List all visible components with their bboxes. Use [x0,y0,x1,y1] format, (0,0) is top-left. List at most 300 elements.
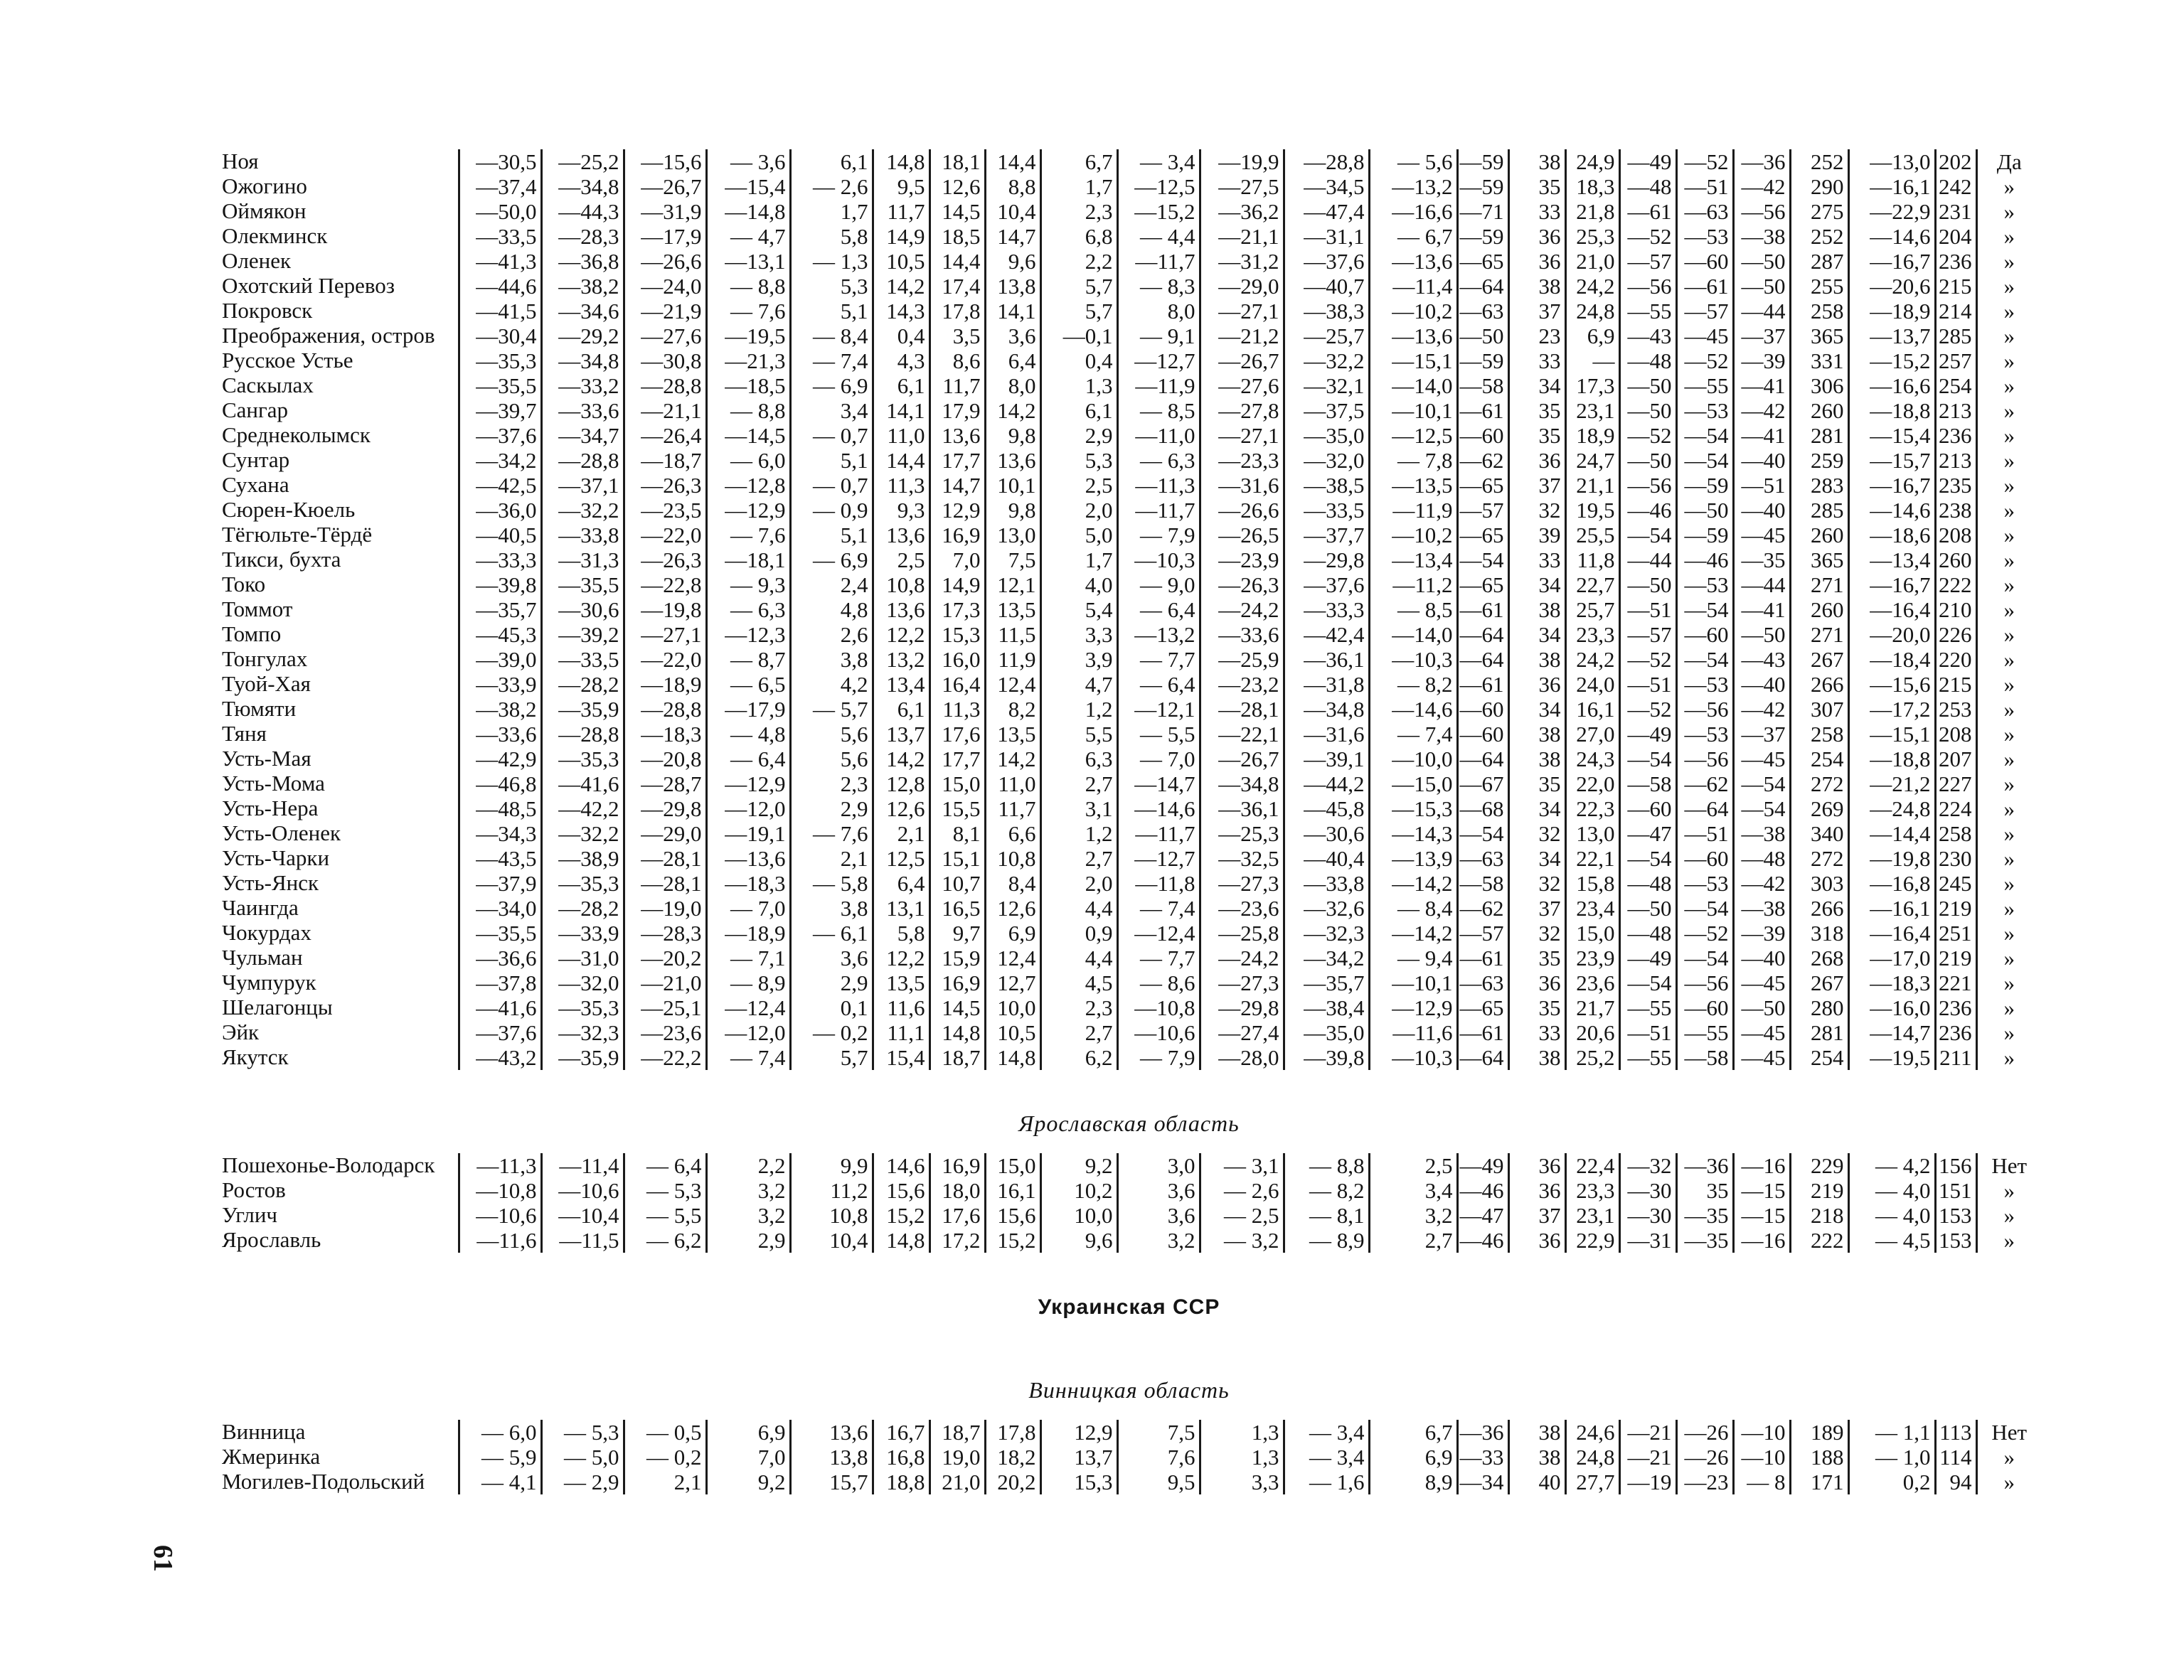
value-cell: —61 [1457,398,1508,423]
value-cell: —12,7 [1117,846,1200,871]
value-cell: —27,5 [1200,174,1284,199]
value-cell: —10,8 [459,1178,541,1203]
value-cell: —54 [1619,523,1676,547]
table-row [213,423,2045,448]
value-cell: —14,6 [1848,224,1935,249]
value-cell: —51 [1676,821,1733,846]
value-cell: —57 [1457,498,1508,523]
value-cell: 13,8 [790,1445,873,1470]
value-cell: —11,7 [1117,498,1200,523]
value-cell: 12,6 [985,896,1040,921]
value-cell: —28,0 [1200,1045,1284,1070]
value-cell: 13,6 [873,523,929,547]
station-name: Сангар [222,398,288,422]
value-cell: 9,2 [706,1470,790,1494]
value-cell: —56 [1619,274,1676,299]
value-cell: 14,5 [929,199,985,224]
value-cell: 36 [1508,970,1565,995]
value-cell: 17,2 [929,1228,985,1253]
table-row [213,523,2045,547]
section-heading-row [213,1098,2045,1153]
value-cell: —40,4 [1284,846,1369,871]
value-cell: 285 [1935,323,1976,348]
value-cell: —55 [1619,1045,1676,1070]
value-cell: —11,7 [1117,821,1200,846]
station-name: Эйк [222,1020,260,1044]
station-name: Томмот [222,597,293,621]
value-cell: —12,3 [706,622,790,647]
value-cell: 22,4 [1565,1153,1619,1178]
value-cell: —42,4 [1284,622,1369,647]
note-cell: » [1976,572,2045,597]
gap-cell [213,1070,2045,1098]
note-cell: » [1976,323,2045,348]
value-cell: —18,1 [706,547,790,572]
page-number: 61 [148,1545,178,1572]
value-cell: —35,9 [541,697,624,722]
value-cell: — 8,3 [1117,274,1200,299]
value-cell: —27,6 [624,323,706,348]
value-cell: 219 [1935,946,1976,970]
value-cell: 258 [1935,821,1976,846]
value-cell: 16,1 [1565,697,1619,722]
value-cell: 8,0 [1117,299,1200,323]
note-cell: » [1976,771,2045,796]
value-cell: 11,1 [873,1020,929,1045]
value-cell: —18,3 [624,722,706,747]
value-cell: —15 [1733,1178,1790,1203]
value-cell: 307 [1790,697,1848,722]
value-cell: 365 [1790,323,1848,348]
value-cell: 3,5 [929,323,985,348]
value-cell: — 6,7 [1369,224,1457,249]
value-cell: 14,3 [873,299,929,323]
note-cell: » [1976,821,2045,846]
value-cell: 18,8 [873,1470,929,1494]
value-cell: 36 [1508,672,1565,697]
value-cell: —56 [1676,747,1733,771]
note-cell: » [1976,174,2045,199]
value-cell: 365 [1790,547,1848,572]
value-cell: —34,6 [541,299,624,323]
value-cell: 252 [1790,224,1848,249]
value-cell: 12,2 [873,622,929,647]
value-cell: 2,3 [1040,995,1117,1020]
value-cell: 36 [1508,1153,1565,1178]
value-cell: 14,7 [985,224,1040,249]
value-cell: 17,8 [929,299,985,323]
value-cell: 281 [1790,423,1848,448]
value-cell: 2,3 [1040,199,1117,224]
value-cell: —27,1 [1200,423,1284,448]
value-cell: 171 [1790,1470,1848,1494]
value-cell: —28,8 [624,373,706,398]
value-cell: 6,1 [873,373,929,398]
value-cell: 10,1 [985,473,1040,498]
value-cell: 21,0 [929,1470,985,1494]
value-cell: — 7,0 [1117,747,1200,771]
note-cell: Нет [1976,1153,2045,1178]
value-cell: — 8,5 [1369,597,1457,622]
value-cell: —60 [1457,722,1508,747]
value-cell: 23,3 [1565,1178,1619,1203]
value-cell: 287 [1790,249,1848,274]
value-cell: —22,1 [1200,722,1284,747]
value-cell: —15,6 [1848,672,1935,697]
value-cell: — 7,7 [1117,946,1200,970]
value-cell: —37,6 [1284,572,1369,597]
section-heading-row [213,1281,2045,1337]
value-cell: 38 [1508,1420,1565,1445]
value-cell: —52 [1676,149,1733,174]
value-cell: 4,7 [1040,672,1117,697]
value-cell: 272 [1790,846,1848,871]
station-name: Русское Устье [222,348,353,373]
value-cell: —36,2 [1200,199,1284,224]
value-cell: —16,4 [1848,921,1935,946]
table-row [213,722,2045,747]
value-cell: 16,1 [985,1178,1040,1203]
value-cell: —16,1 [1848,896,1935,921]
value-cell: —20,8 [624,747,706,771]
value-cell: 15,3 [929,622,985,647]
value-cell: —35,3 [541,747,624,771]
value-cell: 19,5 [1565,498,1619,523]
value-cell: —47,4 [1284,199,1369,224]
value-cell: 114 [1935,1445,1976,1470]
value-cell: —11,4 [1369,274,1457,299]
value-cell: —22,0 [624,647,706,672]
value-cell: —11,3 [1117,473,1200,498]
value-cell: —18,9 [624,672,706,697]
value-cell: 5,6 [790,747,873,771]
value-cell: —33,5 [541,647,624,672]
value-cell: — 6,0 [706,448,790,473]
value-cell: 22,9 [1565,1228,1619,1253]
value-cell: — 3,4 [1117,149,1200,174]
value-cell: 15,7 [790,1470,873,1494]
table-row [213,622,2045,647]
value-cell: —49 [1619,149,1676,174]
table-row [213,1178,2045,1203]
value-cell: —46,8 [459,771,541,796]
value-cell: 13,0 [985,523,1040,547]
value-cell: — 5,5 [624,1203,706,1228]
value-cell: —46 [1457,1178,1508,1203]
value-cell: —25,1 [624,995,706,1020]
value-cell: —54 [1676,647,1733,672]
value-cell: 17,8 [985,1420,1040,1445]
value-cell: —54 [1676,896,1733,921]
value-cell: —54 [1619,747,1676,771]
value-cell: —35,5 [459,373,541,398]
value-cell: —11,8 [1117,871,1200,896]
value-cell: 23,1 [1565,398,1619,423]
value-cell: —62 [1457,448,1508,473]
value-cell: 266 [1790,672,1848,697]
value-cell: 2,1 [624,1470,706,1494]
value-cell: —34,5 [1284,174,1369,199]
value-cell: —39,0 [459,647,541,672]
value-cell: —64 [1457,1045,1508,1070]
value-cell: 15,6 [873,1178,929,1203]
value-cell: —45 [1733,747,1790,771]
value-cell: 16,9 [929,523,985,547]
value-cell: —11,6 [459,1228,541,1253]
value-cell: —35 [1676,1203,1733,1228]
value-cell: 38 [1508,597,1565,622]
value-cell: 39 [1508,523,1565,547]
value-cell: —15,2 [1848,348,1935,373]
value-cell: —16,6 [1848,373,1935,398]
value-cell: —48 [1619,348,1676,373]
value-cell: 15,8 [1565,871,1619,896]
value-cell: — 9,4 [1369,946,1457,970]
value-cell: —63 [1676,199,1733,224]
value-cell: —23 [1676,1470,1733,1494]
value-cell: —40,5 [459,523,541,547]
value-cell: 15,5 [929,796,985,821]
value-cell: —10,1 [1369,398,1457,423]
value-cell: —32,0 [541,970,624,995]
value-cell: 242 [1935,174,1976,199]
value-cell: —33,9 [541,921,624,946]
value-cell: 18,9 [1565,423,1619,448]
value-cell: 6,1 [1040,398,1117,423]
value-cell: 32 [1508,498,1565,523]
value-cell: 22,0 [1565,771,1619,796]
value-cell: 9,3 [873,498,929,523]
value-cell: —13,4 [1848,547,1935,572]
value-cell: —35,3 [541,871,624,896]
note-cell: » [1976,448,2045,473]
value-cell: —55 [1619,995,1676,1020]
value-cell: —13,6 [706,846,790,871]
value-cell: —26,7 [1200,348,1284,373]
value-cell: —62 [1676,771,1733,796]
value-cell: 24,9 [1565,149,1619,174]
value-cell: — 8,4 [790,323,873,348]
note-cell: » [1976,896,2045,921]
value-cell: —18,7 [624,448,706,473]
section-gap [213,1253,2045,1281]
note-cell: » [1976,498,2045,523]
value-cell: —52 [1619,423,1676,448]
value-cell: —51 [1619,1020,1676,1045]
value-cell: —34,8 [541,348,624,373]
value-cell: —18,9 [706,921,790,946]
value-cell: 27,0 [1565,722,1619,747]
table-body [213,149,2045,1494]
value-cell: —18,8 [1848,747,1935,771]
value-cell: —26 [1676,1420,1733,1445]
note-cell: » [1976,697,2045,722]
value-cell: 215 [1935,672,1976,697]
value-cell: 258 [1790,299,1848,323]
value-cell: —50 [1733,995,1790,1020]
value-cell: 10,8 [790,1203,873,1228]
table-row [213,647,2045,672]
value-cell: —57 [1619,249,1676,274]
value-cell: 3,4 [1369,1178,1457,1203]
value-cell: 6,4 [985,348,1040,373]
value-cell: —29,8 [1200,995,1284,1020]
station-name: Томпо [222,622,282,646]
value-cell: —32,2 [541,821,624,846]
value-cell: — 7,9 [1117,523,1200,547]
value-cell: —33,3 [459,547,541,572]
value-cell: 211 [1935,1045,1976,1070]
table-row [213,1203,2045,1228]
value-cell: 11,7 [929,373,985,398]
value-cell: 252 [1790,149,1848,174]
value-cell: —11,0 [1117,423,1200,448]
value-cell: 12,6 [929,174,985,199]
value-cell: — 3,4 [1284,1420,1369,1445]
value-cell: 13,6 [790,1420,873,1445]
value-cell: 11,3 [929,697,985,722]
value-cell: —45 [1733,1020,1790,1045]
value-cell: — 3,4 [1284,1445,1369,1470]
value-cell: —38 [1733,224,1790,249]
value-cell: — 1,3 [790,249,873,274]
value-cell: — 5,0 [541,1445,624,1470]
value-cell: 227 [1935,771,1976,796]
value-cell: —54 [1733,796,1790,821]
value-cell: 6,9 [1565,323,1619,348]
value-cell: —31,6 [1200,473,1284,498]
value-cell: — 5,5 [1117,722,1200,747]
value-cell: — 0,7 [790,473,873,498]
value-cell: —19,8 [1848,846,1935,871]
value-cell: —47 [1457,1203,1508,1228]
value-cell: —12,5 [1369,423,1457,448]
value-cell: 7,5 [985,547,1040,572]
value-cell: —50 [1676,498,1733,523]
value-cell: —12,0 [706,796,790,821]
value-cell: —12,9 [706,498,790,523]
value-cell: —54 [1676,448,1733,473]
value-cell: —35,0 [1284,1020,1369,1045]
value-cell: 11,9 [985,647,1040,672]
value-cell: —57 [1619,622,1676,647]
value-cell: —20,2 [624,946,706,970]
value-cell: 14,2 [985,747,1040,771]
value-cell: 6,4 [873,871,929,896]
value-cell: 12,5 [873,846,929,871]
value-cell: —48 [1619,871,1676,896]
value-cell: 2,2 [1040,249,1117,274]
value-cell: —63 [1457,846,1508,871]
value-cell: —33,8 [541,523,624,547]
table-row [213,547,2045,572]
note-cell: » [1976,373,2045,398]
value-cell: 271 [1790,622,1848,647]
value-cell: 21,1 [1565,473,1619,498]
value-cell: —50 [1733,274,1790,299]
value-cell: 204 [1935,224,1976,249]
value-cell: —33,8 [1284,871,1369,896]
value-cell: —41,6 [541,771,624,796]
value-cell: 9,5 [873,174,929,199]
value-cell: —21,1 [1200,224,1284,249]
value-cell: —13,6 [1369,323,1457,348]
value-cell: 11,2 [790,1178,873,1203]
value-cell: —52 [1619,647,1676,672]
value-cell: —34,2 [459,448,541,473]
value-cell: — 4,7 [706,224,790,249]
value-cell: 260 [1790,523,1848,547]
value-cell: 15,3 [1040,1470,1117,1494]
value-cell: —53 [1676,572,1733,597]
value-cell: —64 [1457,622,1508,647]
value-cell: 36 [1508,1228,1565,1253]
value-cell: 27,7 [1565,1470,1619,1494]
value-cell: — 0,9 [790,498,873,523]
value-cell: —16 [1733,1153,1790,1178]
value-cell: — 8,5 [1117,398,1200,423]
value-cell: — 0,2 [624,1445,706,1470]
value-cell: — 4,1 [459,1470,541,1494]
note-cell: » [1976,1045,2045,1070]
value-cell: 35 [1508,174,1565,199]
value-cell: 3,2 [1117,1228,1200,1253]
value-cell: —23,2 [1200,672,1284,697]
value-cell: — 8,6 [1117,970,1200,995]
section-heading: Украинская ССР [1038,1295,1220,1319]
value-cell: — 5,6 [1369,149,1457,174]
value-cell: —22,2 [624,1045,706,1070]
value-cell: —28,1 [624,871,706,896]
value-cell: —13,4 [1369,547,1457,572]
value-cell: —14,7 [1848,1020,1935,1045]
value-cell: 10,0 [1040,1203,1117,1228]
value-cell: —30 [1619,1178,1676,1203]
value-cell: —18,3 [1848,970,1935,995]
value-cell: —48,5 [459,796,541,821]
value-cell: 17,7 [929,747,985,771]
value-cell: 16,5 [929,896,985,921]
value-cell: —37 [1733,722,1790,747]
table-row [213,348,2045,373]
value-cell: 32 [1508,821,1565,846]
station-name: Чокурдах [222,921,311,945]
value-cell: 3,2 [706,1203,790,1228]
value-cell: 25,2 [1565,1045,1619,1070]
value-cell: 10,8 [873,572,929,597]
table-row [213,498,2045,523]
value-cell: —32,0 [1284,448,1369,473]
value-cell: —26,7 [624,174,706,199]
value-cell: —55 [1676,1020,1733,1045]
value-cell: —43,2 [459,1045,541,1070]
value-cell: 3,2 [706,1178,790,1203]
value-cell: —54 [1676,946,1733,970]
value-cell: —54 [1457,547,1508,572]
value-cell: — 6,3 [706,597,790,622]
value-cell: — 8,9 [1284,1228,1369,1253]
value-cell: —52 [1676,348,1733,373]
value-cell: —30,5 [459,149,541,174]
note-cell: » [1976,348,2045,373]
value-cell: 14,6 [873,1153,929,1178]
value-cell: —28,2 [541,672,624,697]
value-cell: —15,1 [1369,348,1457,373]
value-cell: —24,2 [1200,946,1284,970]
value-cell: —39,1 [1284,747,1369,771]
value-cell: 14,9 [873,224,929,249]
value-cell: 6,7 [1369,1420,1457,1445]
